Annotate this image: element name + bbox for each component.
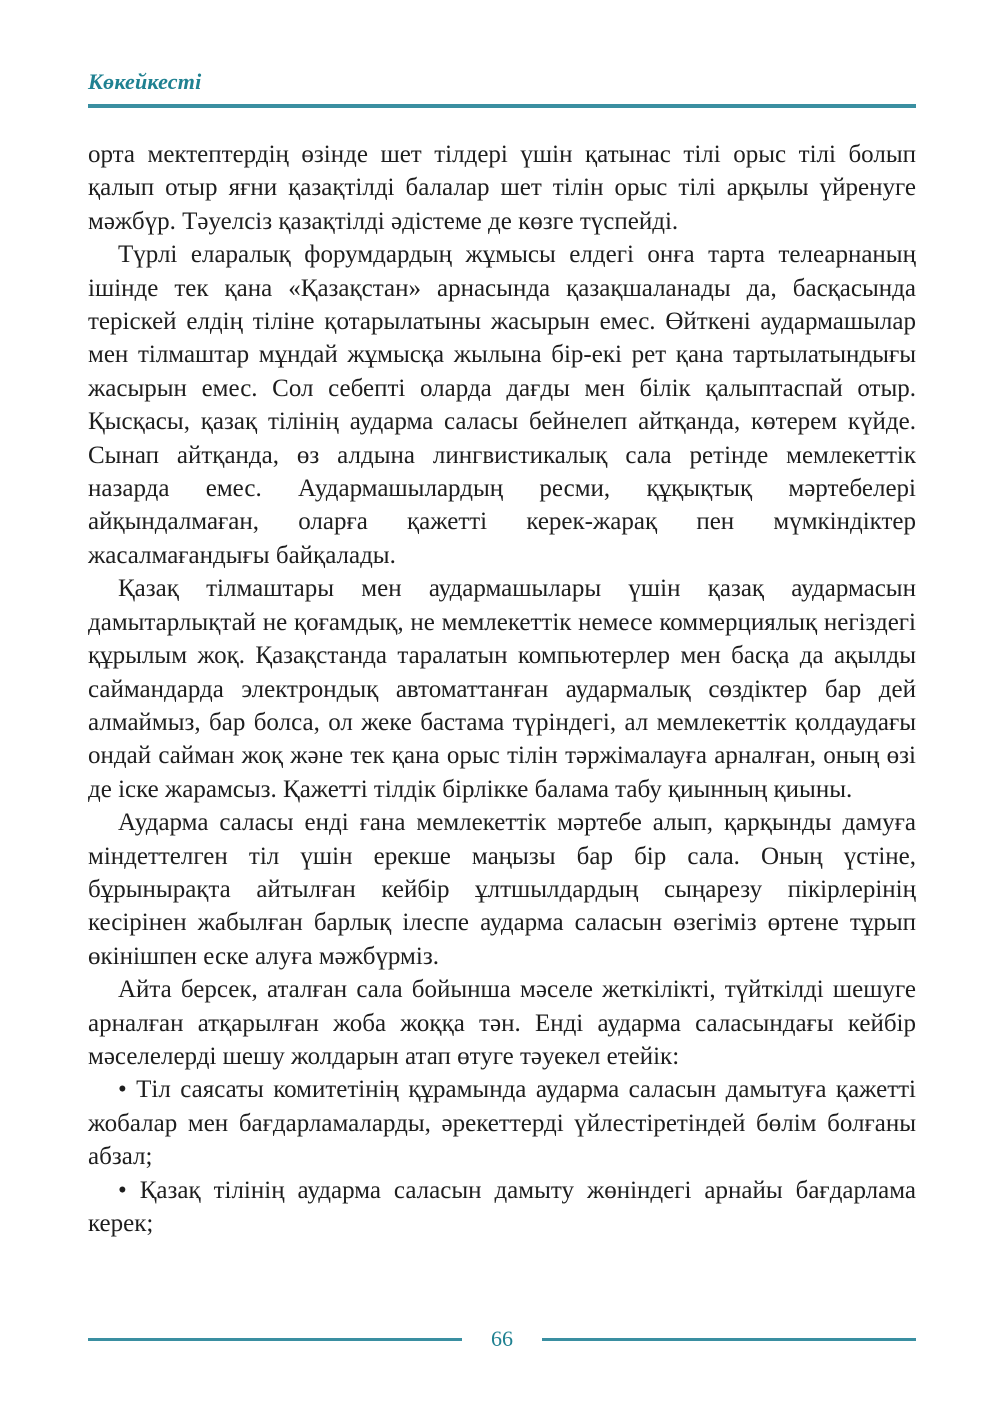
paragraph-4: Аударма саласы ендi ғана мемлекеттiк мәртебе алып, қарқынды дамуға мiндеттелген тiл үшiн ерекше маңызы бар бiр сала. Оның үстiне, бұрынырақта айтылған кейбiр ұлтшылдардың сыңарезу пiкiрлерiнiң кесiрiнен жабылған барлық iлеспе аударма саласын өзегiмiз өртене тұрып өкiнiшпен еске алуға мәжбүрмiз. [88, 809, 916, 970]
bullet-item-2: • Қазақ тiлiнiң аударма саласын дамыту жөнiндегi арнайы бағдарлама керек; [88, 1176, 916, 1237]
bullet-item-1: • Тiл саясаты комитетiнiң құрамында аударма саласын дамытуға қажеттi жобалар мен бағдарламаларды, әрекеттердi үйлестiретiндей бөлiм болғаны абзал; [88, 1076, 916, 1171]
page-body [88, 138, 916, 1240]
paragraph-3: Қазақ тілмаштары мен аудармашылары үшiн қазақ аудармасын дамытарлықтай не қоғамдық, не мемлекеттiк немесе коммерциялық негiздегi құрылым жоқ. Қазақстанда таралатын компьютерлер мен басқа да ақылды саймандарда электрондық автоматтанған аудармалық сөздiктер бар дей алмаймыз, бар болса, ол жеке бастама түрiндегi, ал мемлекеттiк қолдаудағы ондай сайман жоқ және тек қана орыс тiлiн тәржiмалауға арналған, оның өзi де iске жарамсыз. Қажеттi тiлдiк бiрлiкке балама табу қиынның қиыны. [88, 575, 916, 803]
paragraph-2: Түрлі еларалық форумдардың жұмысы елдегі онға тарта телеарнаның ішінде тек қана «Қазақстан» арнасында қазақшаланады да, басқасында терiскей елдің тiлiне қотарылатыны жасырын емес. Өйткенi аудармашылар мен тілмаштар мұндай жұмысқа жылына бiр-екi рет қана тартылатындығы жасырын емес. Сол себептi оларда дағды мен бiлiк қалыптаспай отыр. Қысқасы, қазақ тiлiнiң аударма саласы бейнелеп айтқанда, көтерем күйде. Сынап айтқанда, өз алдына лингвистикалық сала ретiнде мемлекеттiк назарда емес. Аудармашылардың ресми, құқықтық мәртебелерi айқындалмаған, оларға қажеттi керек-жарақ пен мүмкiндiктер жасалмағандығы байқалады. [88, 241, 916, 569]
paragraph-5: Айта берсек, аталған сала бойынша мәселе жеткiлiктi, түйткiлдi шешуге арналған атқарылған жоба жоққа тән. Ендi аударма саласындағы кейбiр мәселелердi шешу жолдарын атап өтуге тәуекел етейiк: [88, 976, 916, 1070]
footer-divider-left [88, 1338, 462, 1341]
page-number: 66 [491, 1326, 513, 1351]
running-header-title: Көкейкесті [88, 69, 202, 94]
footer-divider-right [542, 1338, 916, 1341]
header-divider [88, 104, 916, 108]
paragraph-1: орта мектептердің өзінде шет тілдері үшін қатынас тілі орыс тілі болып қалып отыр яғни қазақтілді балалар шет тілін орыс тілі арқылы үйренуге мәжбүр. Тәуелсіз қазақтілді әдістеме де көзге түспейді. [88, 141, 916, 235]
